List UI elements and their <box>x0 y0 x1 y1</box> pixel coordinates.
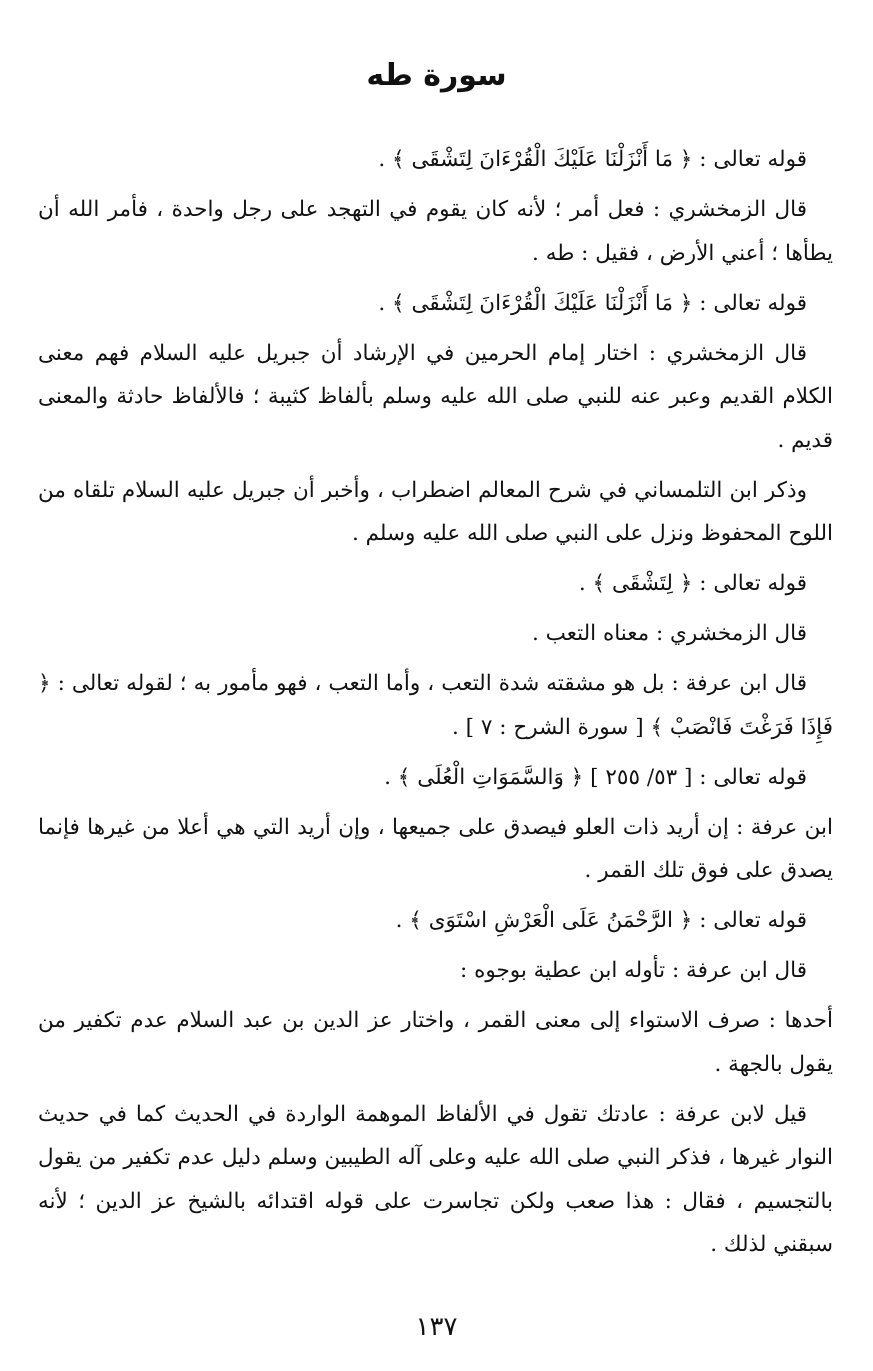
paragraph-1: قوله تعالى : ﴿ مَا أَنْزَلْنَا عَلَيْكَ الْقُرْءَانَ لِتَشْقَى ﴾ . <box>378 147 807 172</box>
page-title: سورة طه <box>366 58 507 93</box>
page-body <box>38 138 833 1273</box>
paragraph-13: أحدها : صرف الاستواء إلى معنى القمر ، واختار عز الدين بن عبد السلام عدم تكفير من يقول بالجهة . <box>38 1008 833 1077</box>
page-number: ١٣٧ <box>415 1312 458 1342</box>
paragraph-2: قال الزمخشري : فعل أمر ؛ لأنه كان يقوم في التهجد على رجل واحدة ، فأمر الله أن يطأها ؛ أعني الأرض ، فقيل : طه . <box>38 197 833 266</box>
paragraph-12: قال ابن عرفة : تأوله ابن عطية بوجوه : <box>460 958 807 983</box>
paragraph-10: ابن عرفة : إن أريد ذات العلو فيصدق على جميعها ، وإن أريد التي هي أعلا من غيرها فإنما يصدق على فوق تلك القمر . <box>38 814 833 883</box>
paragraph-6: قوله تعالى : ﴿ لِتَشْقَى ﴾ . <box>578 571 807 596</box>
paragraph-4: قال الزمخشري : اختار إمام الحرمين في الإرشاد أن جبريل عليه السلام فهم معنى الكلام القديم وعبر عنه للنبي صلى الله عليه وسلم بألفاظ كثيبة ؛ فالألفاظ حادثة والمعنى قديم . <box>38 340 833 453</box>
paragraph-14: قيل لابن عرفة : عادتك تقول في الألفاظ الموهمة الواردة في الحديث كما في حديث النوار غيرها ، فذكر النبي صلى الله عليه وعلى آله الطيبين وسلم دليل عدم تكفير من يقول بالتجسيم ، فقال : هذا صعب ولكن تجاسرت على قوله اقتدائه بالشيخ عز الدين ؛ لأنه سبقني لذلك . <box>38 1101 833 1257</box>
paragraph-7: قال الزمخشري : معناه التعب . <box>531 621 807 646</box>
paragraph-3: قوله تعالى : ﴿ مَا أَنْزَلْنَا عَلَيْكَ الْقُرْءَانَ لِتَشْقَى ﴾ . <box>378 290 807 316</box>
paragraph-5: وذكر ابن التلمساني في شرح المعالم اضطراب ، وأخبر أن جبريل عليه السلام تلقاه من اللوح المحفوظ ونزل على النبي صلى الله عليه وسلم . <box>38 477 833 546</box>
paragraph-8: قال ابن عرفة : بل هو مشقته شدة التعب ، وأما التعب ، فهو مأمور به ؛ لقوله تعالى : ﴿ فَإِذَا فَرَغْتَ فَانْصَبْ ﴾ [ سورة الشرح : ٧ ] . <box>38 671 833 740</box>
paragraph-11: قوله تعالى : ﴿ الرَّحْمَنُ عَلَى الْعَرْشِ اسْتَوَى ﴾ . <box>395 908 807 933</box>
paragraph-9: قوله تعالى : [ ٥٣/ ٢٥٥ ] ﴿ وَالسَّمَوَاتِ الْعُلَى ﴾ . <box>384 764 807 790</box>
